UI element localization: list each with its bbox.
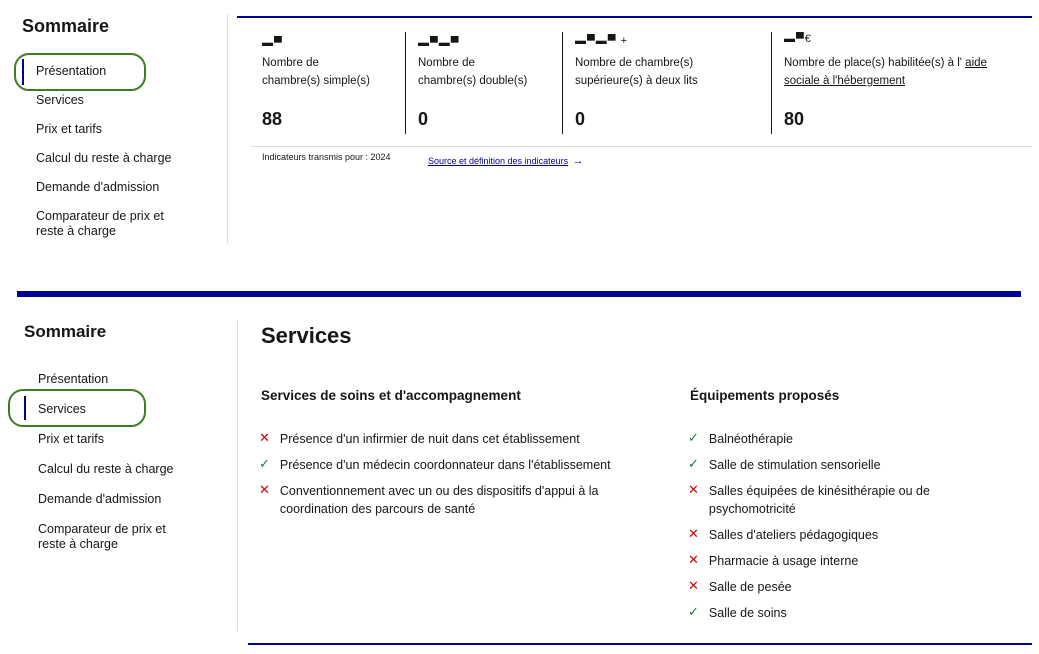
page-title: Services [261, 323, 352, 348]
double-bed-icon: ▬▀▬▀ [418, 37, 460, 49]
care-title: Services de soins et d'accompagnement [261, 388, 521, 403]
care-list [259, 430, 639, 518]
check-icon: ✓ [688, 456, 699, 471]
check-icon: ✓ [688, 604, 699, 619]
sommaire-title-2: Sommaire [24, 322, 107, 341]
nav-calcul-reste[interactable]: Calcul du reste à charge [36, 151, 172, 165]
cross-icon: ✕ [688, 578, 699, 593]
metrics-divider [251, 146, 1032, 147]
equip-title: Équipements proposés [690, 388, 840, 403]
nav-services[interactable]: Services [36, 93, 84, 107]
cross-icon: ✕ [688, 552, 699, 567]
single-bed-icon: ▬▀ [262, 37, 283, 49]
metric-value-superieure: 0 [575, 109, 586, 129]
active-indicator [22, 59, 24, 85]
nav-comparateur-2[interactable]: Comparateur de prix et reste à charge [38, 522, 166, 551]
list-item: ✓ Salle de stimulation sensorielle [688, 456, 881, 472]
nav-presentation[interactable]: Présentation [36, 64, 107, 78]
metric-divider [562, 32, 563, 134]
indicators-text: Indicateurs transmis pour : 2024 [262, 152, 391, 162]
source-link[interactable]: Source et définition des indicateurs → [428, 155, 584, 167]
nav-presentation-2[interactable]: Présentation [38, 372, 109, 386]
nav-comparateur[interactable]: Comparateur de prix et reste à charge [36, 209, 164, 238]
screenshot-separator [17, 291, 1021, 297]
list-item: ✕ Présence d'un infirmier de nuit dans cet établissement [259, 430, 580, 446]
list-item: ✓ Salle de soins [688, 604, 787, 620]
list-item: ✕ Conventionnement avec un ou des dispositifs d'appui à la coordination des parcours de santé [259, 482, 599, 516]
metric-value-double: 0 [418, 109, 429, 129]
nav-prix-tarifs[interactable]: Prix et tarifs [36, 122, 102, 136]
metric-value-aide-sociale: 80 [784, 109, 805, 129]
cross-icon: ✕ [259, 482, 270, 497]
metric-label: Nombre de chambre(s) supérieure(s) à deux lits [575, 57, 698, 87]
metric-value-simple: 88 [262, 109, 283, 129]
double-bed-plus-icon: ▬▀▬▀ + [575, 35, 629, 47]
active-indicator-2 [24, 396, 26, 420]
sommaire-title: Sommaire [22, 16, 110, 36]
aide-sociale-link[interactable]: aide [965, 57, 987, 69]
nav-calcul-reste-2[interactable]: Calcul du reste à charge [38, 462, 174, 476]
bottom-rule [248, 643, 1032, 645]
list-item: ✓ Présence d'un médecin coordonnateur dans l'établissement [259, 456, 611, 472]
nav-demande-admission[interactable]: Demande d'admission [36, 180, 160, 194]
arrow-right-icon: → [572, 155, 584, 167]
check-icon: ✓ [259, 456, 270, 471]
equip-list [688, 430, 988, 622]
nav-prix-tarifs-2[interactable]: Prix et tarifs [38, 432, 104, 446]
list-item: ✓ Balnéothérapie [688, 430, 794, 446]
aide-sociale-link-2[interactable]: sociale à l'hébergement [784, 75, 906, 87]
bed-euro-icon: ▬▀€ [784, 33, 812, 45]
list-item: ✕ Salles équipées de kinésithérapie ou de psychomotricité [688, 482, 930, 516]
list-item: ✕ Salles d'ateliers pédagogiques [688, 526, 879, 542]
sidebar-divider [227, 14, 228, 244]
metric-label: Nombre de place(s) habilitée(s) à l' aide sociale à l'hébergement [784, 54, 1024, 90]
cross-icon: ✕ [259, 430, 270, 445]
list-item: ✕ Salle de pesée [688, 578, 792, 594]
section-rule [237, 16, 1032, 18]
cross-icon: ✕ [688, 482, 699, 497]
nav-demande-admission-2[interactable]: Demande d'admission [38, 492, 162, 506]
list-item: ✕ Pharmacie à usage interne [688, 552, 859, 568]
metric-divider [771, 32, 772, 134]
metric-divider [405, 32, 406, 134]
metric-label: Nombre de chambre(s) simple(s) [262, 57, 370, 87]
nav-services-2[interactable]: Services [38, 402, 86, 416]
metric-label: Nombre de chambre(s) double(s) [418, 57, 528, 87]
sidebar-divider-2 [237, 320, 238, 631]
check-icon: ✓ [688, 430, 699, 445]
cross-icon: ✕ [688, 526, 699, 541]
